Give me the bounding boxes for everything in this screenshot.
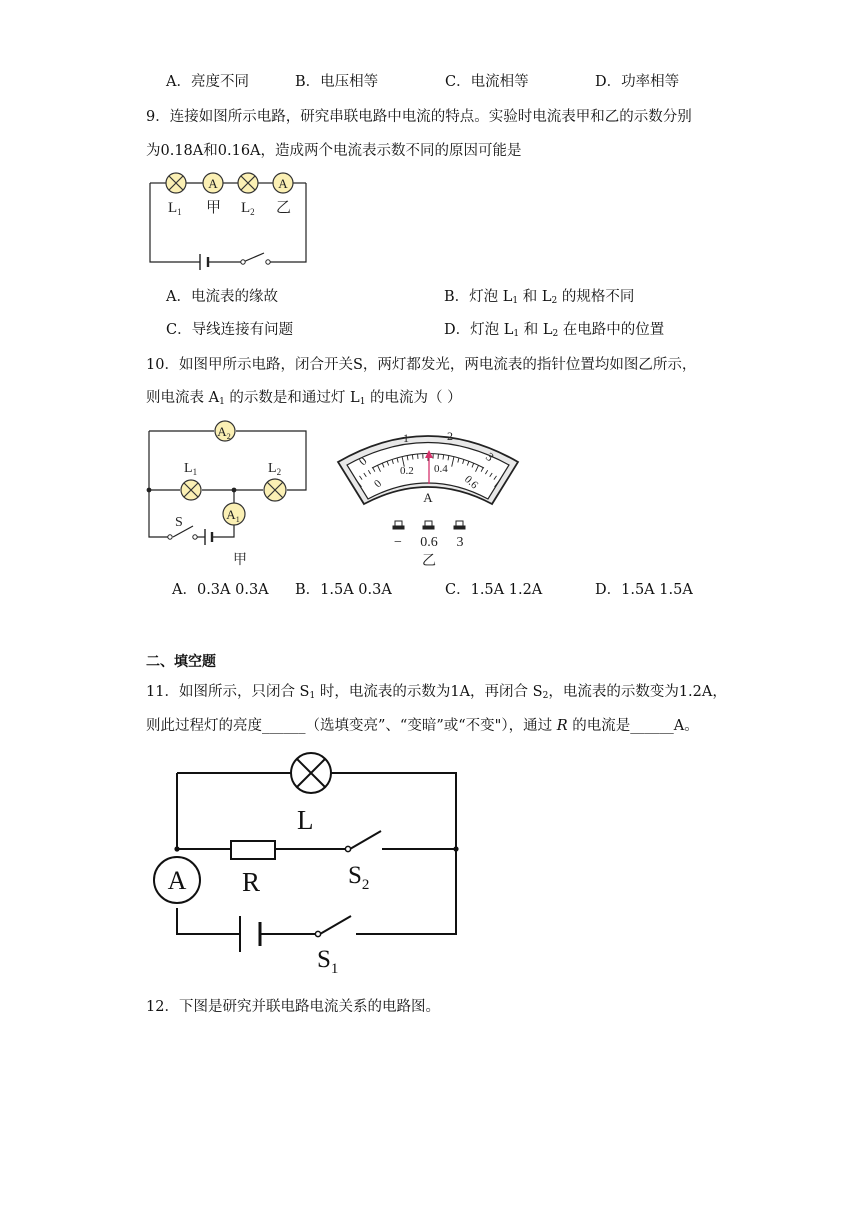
q10-lamp-l1-icon (181, 480, 201, 500)
q9-lamp-l1-icon (166, 173, 186, 193)
q10-terminal-3: 3 (456, 535, 464, 550)
q12-stem: 12．下图是研究并联电路电流关系的电路图。 (146, 999, 440, 1015)
q10-option-a: A．0.3A 0.3A (172, 582, 269, 598)
svg-text:A: A (278, 176, 288, 191)
q10-label-l1: $L_1$ (184, 461, 198, 477)
q11-lamp-icon (291, 753, 331, 793)
q9-ammeter-yi-icon (273, 173, 293, 193)
q10-scale-upper-1: 1 (403, 431, 409, 445)
q10-scale-lower-02: 0.2 (400, 465, 414, 477)
q10-label-switch: S (175, 515, 183, 530)
q10-option-d: D．1.5A 1.5A (595, 582, 693, 598)
q11-label-s1: $S_1$ (317, 946, 339, 977)
q10-label-l2: $L_2$ (268, 461, 282, 477)
q11-label-s2: $S_2$ (348, 862, 370, 893)
q9-lamp-l2-icon (238, 173, 258, 193)
q10-dial-tick (412, 455, 413, 460)
q10-terminal-icons (393, 521, 465, 529)
q10-scale-lower-06: 0.6 (461, 473, 481, 492)
q11-label-l: L (297, 805, 314, 835)
q9-ammeter-jia-icon (203, 173, 223, 193)
q11-circuit-figure (150, 750, 470, 975)
q10-terminal-minus: − (394, 535, 402, 550)
q10-dial-tick (443, 455, 444, 460)
q9-label-yi: 乙 (276, 200, 292, 216)
q9-option-b: B．灯泡 $L_1$ 和 $L_2$ 的规格不同 (444, 289, 635, 306)
q8-option-a: A．亮度不同 (166, 74, 249, 90)
svg-text:A: A (167, 866, 187, 895)
q11-stem-line1: 11．如图所示，只闭合 $S_1$ 时，电流表的示数为1A，再闭合 $S_2$，电流表的示数变为1.2A， (146, 684, 727, 701)
svg-text:A2: $A_2$ (217, 424, 231, 441)
q9-label-l1: $L_1$ (168, 200, 182, 217)
q9-stem-line2: 为0.18A和0.16A，造成两个电流表示数不同的原因可能是 (146, 143, 522, 159)
svg-text:A: A (208, 176, 218, 191)
q10-scale-lower-0: 0 (371, 477, 385, 491)
q10-scale-lower-04: 0.4 (434, 463, 448, 475)
q10-lamp-l2-icon (264, 479, 286, 501)
q10-label-yi: 乙 (422, 554, 436, 569)
q10-ammeter-dial-figure (330, 422, 526, 572)
q11-resistor-icon (231, 841, 275, 859)
q9-stem-line1: 9．连接如图所示电路，研究串联电路中电流的特点。实验时电流表甲和乙的示数分别 (146, 109, 692, 125)
q10-terminal-06: 0.6 (420, 535, 438, 550)
q8-option-b: B．电压相等 (295, 74, 379, 90)
q10-parallel-circuit-figure (140, 418, 315, 568)
q11-ammeter-icon (154, 857, 200, 903)
q10-label-jia: 甲 (233, 553, 247, 568)
q10-scale-upper-0: 0 (355, 453, 370, 469)
q8-option-d: D．功率相等 (595, 74, 680, 90)
q10-stem-line1: 10．如图甲所示电路，闭合开关S，两灯都发光，两电流表的指针位置均如图乙所示， (146, 357, 697, 373)
q10-option-b: B．1.5A 0.3A (295, 582, 392, 598)
q9-option-a: A．电流表的缘故 (166, 289, 278, 305)
section-title: 二、填空题 (146, 654, 216, 670)
q9-label-jia: 甲 (206, 200, 222, 216)
q9-option-c: C．导线连接有问题 (166, 322, 294, 338)
q10-stem-line2: 则电流表 $A_1$ 的示数是和通过灯 $L_1$ 的电流为（ ） (146, 390, 462, 407)
q10-scale-upper-3: 3 (483, 449, 497, 465)
q11-label-r: R (242, 867, 261, 897)
q10-ammeter-a1-icon (223, 503, 245, 525)
q10-ammeter-a2-icon (215, 421, 235, 441)
q10-scale-upper-2: 2 (447, 429, 453, 443)
q9-label-l2: $L_2$ (241, 200, 255, 217)
q11-stem-line2: 则此过程灯的亮度______（选填变亮”、“变暗”或“不变"），通过 R 的电流是______A。 (146, 718, 699, 734)
q9-option-d: D．灯泡 $L_1$ 和 $L_2$ 在电路中的位置 (444, 322, 665, 339)
q10-option-c: C．1.5A 1.2A (445, 582, 543, 598)
q9-series-circuit-figure (140, 168, 315, 273)
svg-text:A1: $A_1$ (226, 507, 240, 524)
q10-meter-unit: A (423, 490, 433, 505)
q8-option-c: C．电流相等 (445, 74, 529, 90)
